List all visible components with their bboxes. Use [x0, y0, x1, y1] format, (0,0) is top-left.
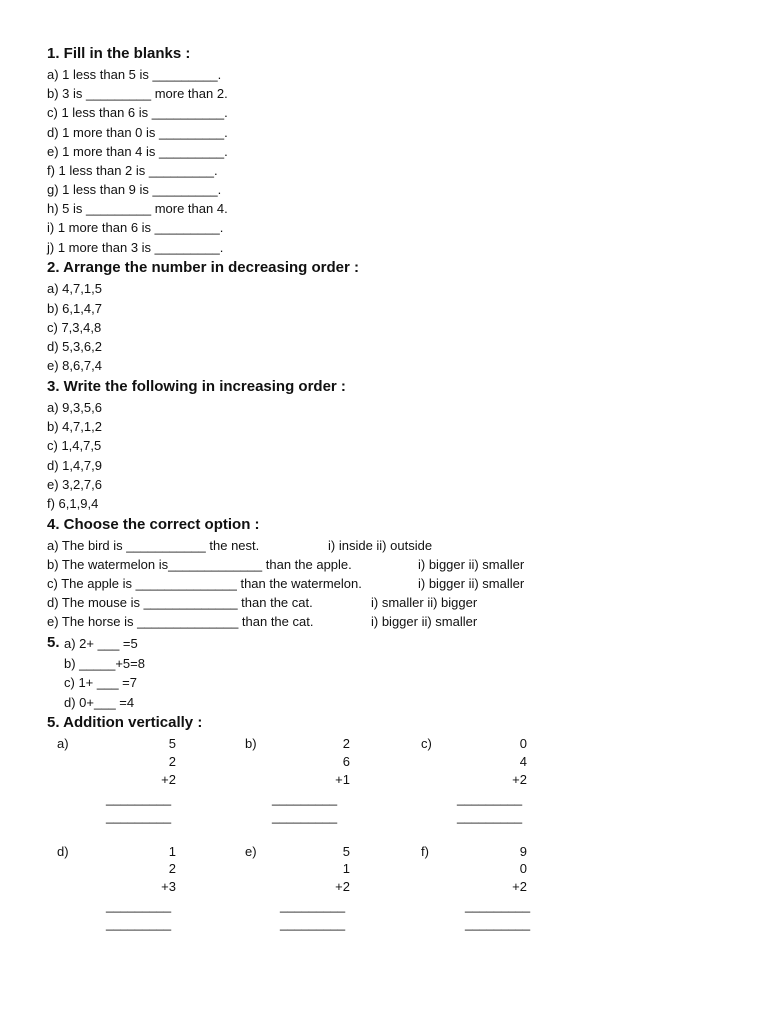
option-choices: i) bigger ii) smaller — [418, 557, 525, 572]
fill-blank-item: i) 1 more than 6 is _________. — [47, 220, 224, 235]
answer-line: _________ — [272, 791, 338, 806]
addend: 2 — [168, 754, 176, 769]
order-item: c) 7,3,4,8 — [47, 320, 102, 335]
problem-label: b) — [245, 736, 257, 751]
answer-line: _________ — [106, 791, 172, 806]
answer-line: _________ — [465, 898, 531, 913]
fill-blank-item: e) 1 more than 4 is _________. — [47, 144, 228, 159]
problem-label: a) — [57, 736, 69, 751]
option-question: a) The bird is ___________ the nest. — [47, 538, 260, 553]
missing-number-item: c) 1+ ___ =7 — [64, 675, 137, 690]
addend: 1 — [168, 844, 176, 859]
addend: 4 — [519, 754, 527, 769]
answer-line: _________ — [106, 898, 172, 913]
answer-line: _________ — [106, 916, 172, 931]
order-item: e) 3,2,7,6 — [47, 477, 102, 492]
fill-blank-item: c) 1 less than 6 is __________. — [47, 105, 228, 120]
section-5-number: 5. — [47, 634, 60, 651]
fill-blank-item: j) 1 more than 3 is _________. — [47, 240, 224, 255]
section-6-title: 5. Addition vertically : — [47, 714, 203, 731]
option-question: b) The watermelon is_____________ than the apple. — [47, 557, 352, 572]
option-question: c) The apple is ______________ than the watermelon. — [47, 576, 362, 591]
order-item: f) 6,1,9,4 — [47, 496, 99, 511]
addend: +2 — [512, 879, 527, 894]
fill-blank-item: h) 5 is _________ more than 4. — [47, 201, 228, 216]
order-item: d) 1,4,7,9 — [47, 458, 102, 473]
section-4-title: 4. Choose the correct option : — [47, 516, 260, 533]
addend: 2 — [168, 861, 176, 876]
option-choices: i) bigger ii) smaller — [371, 614, 478, 629]
fill-blank-item: d) 1 more than 0 is _________. — [47, 125, 228, 140]
problem-label: c) — [421, 736, 432, 751]
fill-blank-item: b) 3 is _________ more than 2. — [47, 86, 228, 101]
order-item: e) 8,6,7,4 — [47, 358, 102, 373]
addend: +3 — [161, 879, 176, 894]
addend: +2 — [161, 772, 176, 787]
addend: 0 — [519, 736, 527, 751]
answer-line: _________ — [465, 916, 531, 931]
problem-label: e) — [245, 844, 257, 859]
order-item: a) 4,7,1,5 — [47, 281, 102, 296]
addend: +2 — [335, 879, 350, 894]
addend: +1 — [335, 772, 350, 787]
option-question: e) The horse is ______________ than the cat. — [47, 614, 314, 629]
answer-line: _________ — [280, 898, 346, 913]
order-item: c) 1,4,7,5 — [47, 438, 102, 453]
addend: 5 — [168, 736, 176, 751]
missing-number-item: a) 2+ ___ =5 — [64, 636, 138, 651]
missing-number-item: d) 0+___ =4 — [64, 695, 135, 710]
section-1-title: 1. Fill in the blanks : — [47, 45, 191, 62]
order-item: d) 5,3,6,2 — [47, 339, 102, 354]
addend: 9 — [519, 844, 527, 859]
section-2-title: 2. Arrange the number in decreasing order : — [47, 259, 360, 276]
addend: 0 — [519, 861, 527, 876]
order-item: b) 6,1,4,7 — [47, 301, 102, 316]
missing-number-item: b) _____+5=8 — [64, 656, 145, 671]
answer-line: _________ — [272, 809, 338, 824]
addend: +2 — [512, 772, 527, 787]
addend: 2 — [342, 736, 350, 751]
answer-line: _________ — [457, 809, 523, 824]
option-question: d) The mouse is _____________ than the cat. — [47, 595, 313, 610]
problem-label: d) — [57, 844, 69, 859]
addend: 6 — [342, 754, 350, 769]
addend: 5 — [342, 844, 350, 859]
fill-blank-item: f) 1 less than 2 is _________. — [47, 163, 218, 178]
order-item: b) 4,7,1,2 — [47, 419, 102, 434]
fill-blank-item: a) 1 less than 5 is _________. — [47, 67, 222, 82]
answer-line: _________ — [106, 809, 172, 824]
answer-line: _________ — [280, 916, 346, 931]
option-choices: i) inside ii) outside — [328, 538, 433, 553]
option-choices: i) smaller ii) bigger — [371, 595, 478, 610]
section-3-title: 3. Write the following in increasing order : — [47, 378, 346, 395]
problem-label: f) — [421, 844, 429, 859]
addend: 1 — [342, 861, 350, 876]
answer-line: _________ — [457, 791, 523, 806]
option-choices: i) bigger ii) smaller — [418, 576, 525, 591]
order-item: a) 9,3,5,6 — [47, 400, 102, 415]
fill-blank-item: g) 1 less than 9 is _________. — [47, 182, 222, 197]
